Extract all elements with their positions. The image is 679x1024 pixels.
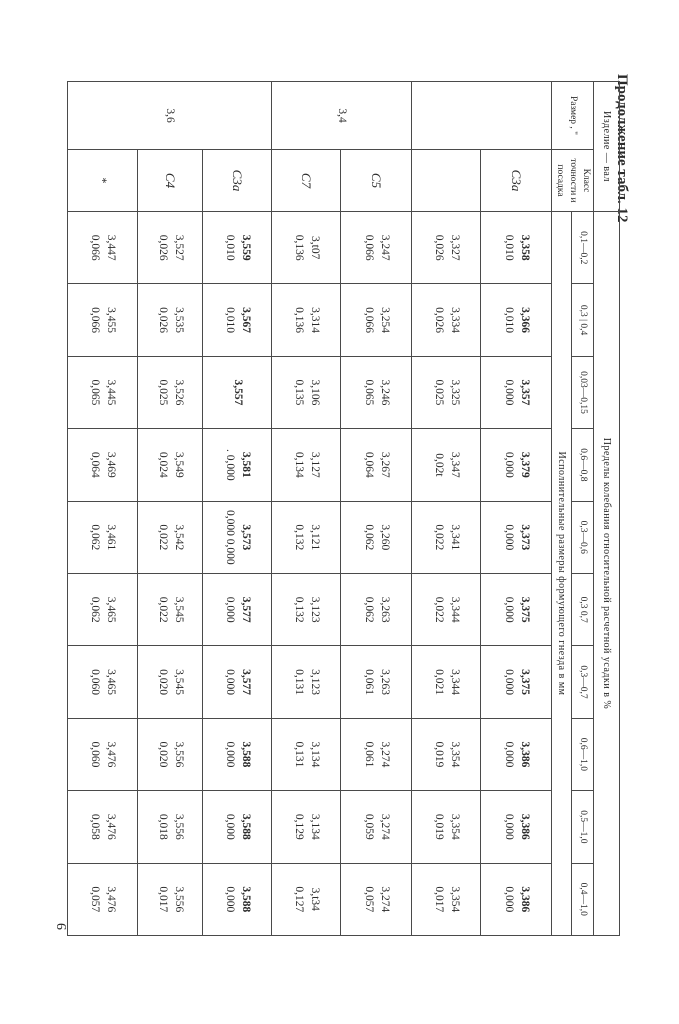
dimension-value: 3,274 — [378, 886, 391, 913]
tolerance-value: 0,017 — [157, 886, 169, 913]
dimension-value: 3,347 — [448, 451, 461, 478]
tolerance-value: 0,136 — [293, 307, 305, 334]
dimension-value: 3,274 — [378, 741, 391, 768]
tolerance-value: 0,022 — [157, 524, 169, 551]
dimension-value: 3,386 — [518, 741, 531, 768]
value-cell — [412, 212, 481, 284]
tolerance-value: 0,061 — [363, 741, 375, 768]
value-cell — [203, 573, 272, 645]
value-cell — [412, 284, 481, 356]
tolerance-value: 0,057 — [363, 886, 375, 913]
table-row — [138, 82, 203, 936]
dimension-value: 3,549 — [172, 451, 185, 478]
tolerance-value: 0,132 — [293, 524, 305, 551]
dimension-value: 3,465 — [105, 669, 118, 695]
value-cell — [481, 356, 552, 428]
dimension-value: 3,577 — [239, 596, 252, 623]
value-cell — [481, 646, 552, 718]
dimension-value: 3,357 — [518, 379, 531, 406]
tolerance-value: 0,010 — [224, 234, 236, 261]
value-cell — [272, 791, 341, 863]
value-cell — [138, 791, 203, 863]
dimension-value: 3,445 — [105, 379, 118, 406]
dimension-value: 3,455 — [105, 307, 118, 334]
value-cell — [341, 791, 412, 863]
dimension-value: 3,274 — [378, 813, 391, 840]
size-cell: 3,6 — [68, 82, 272, 150]
value-cell — [68, 573, 138, 645]
tolerance-value: 0,000 — [224, 596, 236, 623]
dimension-value: 3,246 — [378, 379, 391, 406]
dimension-value: 3,476 — [105, 741, 118, 768]
tolerance-value: 0,024 — [157, 451, 169, 478]
value-cell — [341, 501, 412, 573]
tolerance-value: 0,136 — [293, 234, 305, 261]
class-cell: * — [68, 150, 138, 212]
tolerance-value: 0,022 — [433, 596, 445, 623]
tolerance-value: 0,026 — [157, 234, 169, 261]
value-cell — [481, 284, 552, 356]
value-cell — [203, 718, 272, 790]
value-cell — [341, 429, 412, 501]
tolerance-value: 0,000 0,000 — [224, 509, 236, 565]
dimension-value: 3,314 — [308, 307, 321, 334]
range-0: 0,1—0,2 — [572, 212, 594, 284]
tolerance-value: 0,131 — [293, 741, 305, 768]
tolerance-value: 0,026 — [433, 307, 445, 334]
value-cell — [138, 863, 203, 935]
class-cell: C4 — [138, 150, 203, 212]
dimension-value: 3,588 — [239, 813, 252, 840]
tolerance-value: 0,026 — [433, 234, 445, 261]
dimension-value: 3,341 — [448, 524, 461, 551]
tolerance-value: 0,062 — [89, 596, 102, 623]
dimension-value: 3,325 — [448, 379, 461, 406]
header-size: Размер , " — [552, 82, 594, 150]
dimension-value: 3,476 — [105, 813, 118, 840]
value-cell — [138, 356, 203, 428]
dimension-value: 3,527 — [172, 234, 185, 261]
tolerance-value: 0,065 — [89, 379, 102, 406]
value-cell — [68, 646, 138, 718]
tolerance-value: 0,062 — [363, 524, 375, 551]
tolerance-value: 0,062 — [89, 524, 102, 551]
value-cell — [272, 356, 341, 428]
dimension-value: 3,267 — [378, 451, 391, 478]
dimension-value: 3,461 — [105, 524, 118, 551]
dimension-value: 3,375 — [518, 669, 531, 695]
dimension-value: 3,121 — [308, 524, 321, 551]
value-cell — [138, 573, 203, 645]
value-cell — [412, 718, 481, 790]
tolerance-value: 0,135 — [293, 379, 305, 406]
value-cell — [481, 718, 552, 790]
dimension-value: 3,134 — [308, 741, 321, 768]
tolerance-value: 0,019 — [433, 813, 445, 840]
range-4: 0,3—0,6 — [572, 501, 594, 573]
tolerance-value: 0,061 — [363, 669, 375, 695]
table-row — [68, 82, 138, 936]
value-cell — [138, 429, 203, 501]
value-cell — [272, 573, 341, 645]
tolerance-value: 0,010 — [503, 234, 515, 261]
dimension-value: 3,260 — [378, 524, 391, 551]
dimension-value: 3,379 — [518, 451, 531, 478]
tolerance-value: 0,132 — [293, 596, 305, 623]
dimension-value: 3,465 — [105, 596, 118, 623]
value-cell — [68, 356, 138, 428]
tolerance-value: 0,060 — [89, 669, 102, 695]
dimension-value: 3,476 — [105, 886, 118, 913]
dimension-value: 3,588 — [239, 741, 252, 768]
tolerance-value: 0,021 — [433, 669, 445, 695]
value-cell — [272, 863, 341, 935]
tolerance-value: 0,000 — [503, 451, 515, 478]
tolerance-value: 0,066 — [89, 234, 102, 261]
dimension-value: 3,263 — [378, 669, 391, 695]
dimension-value: 3,375 — [518, 596, 531, 623]
dimension-value: 3,123 — [308, 596, 321, 623]
dimension-value: 3,535 — [172, 307, 185, 334]
tolerance-value: 0,010 — [503, 307, 515, 334]
value-cell — [412, 646, 481, 718]
value-cell — [138, 501, 203, 573]
dimension-value: 3,588 — [239, 886, 252, 913]
dimension-value: 3,t34 — [308, 887, 321, 911]
value-cell — [68, 284, 138, 356]
dimension-value: 3,123 — [308, 669, 321, 695]
range-9: 0,4—1,0 — [572, 863, 594, 935]
value-cell — [272, 429, 341, 501]
data-table — [67, 81, 620, 936]
range-5: 0,3 0,7 — [572, 573, 594, 645]
tolerance-value: 0,025 — [433, 379, 445, 406]
value-cell — [341, 356, 412, 428]
tolerance-value: 0,058 — [89, 813, 102, 840]
value-cell — [138, 646, 203, 718]
table-body — [68, 82, 552, 936]
range-3: 0,6—0,8 — [572, 429, 594, 501]
value-cell — [412, 429, 481, 501]
tolerance-value: 0,000 — [224, 886, 236, 913]
dimension-value: 3,386 — [518, 813, 531, 840]
value-cell — [341, 718, 412, 790]
value-cell — [138, 212, 203, 284]
tolerance-value: 0,020 — [157, 741, 169, 768]
rotated-table-container — [89, 81, 620, 936]
tolerance-value: 0,129 — [293, 813, 305, 840]
dimension-value: 3,344 — [448, 669, 461, 695]
value-cell — [341, 212, 412, 284]
tolerance-value: 0,059 — [363, 813, 375, 840]
tolerance-value: 0,010 — [224, 307, 236, 334]
value-cell — [68, 791, 138, 863]
header-class: Класс точности и посадка — [552, 150, 594, 212]
tolerance-value: 0,064 — [363, 451, 375, 478]
table-row — [272, 82, 341, 936]
tolerance-value: 0,000 — [224, 741, 236, 768]
dimension-value: 3,344 — [448, 596, 461, 623]
tolerance-value: 0,065 — [363, 379, 375, 406]
dimension-value: 3,354 — [448, 813, 461, 840]
value-cell — [203, 791, 272, 863]
dimension-value: 3,358 — [518, 234, 531, 261]
value-cell — [272, 212, 341, 284]
value-cell — [68, 429, 138, 501]
table-caption: Продолжение табл. 12 — [614, 74, 630, 223]
tolerance-value: 0,000 — [503, 886, 515, 913]
dimension-value: 3,542 — [172, 524, 185, 551]
dimension-value: 3,t07 — [308, 236, 321, 260]
value-cell — [203, 212, 272, 284]
tolerance-value: 0,02t — [433, 453, 445, 477]
dimension-value: 3,567 — [239, 307, 252, 334]
size-cell: 3,4 — [272, 82, 412, 150]
dimension-value: 3,254 — [378, 307, 391, 334]
tolerance-value: 0,018 — [157, 813, 169, 840]
tolerance-value: 0,066 — [363, 307, 375, 334]
value-cell — [203, 429, 272, 501]
dimension-value: 3,581 — [239, 451, 252, 478]
dimension-value: 3,556 — [172, 886, 185, 913]
dimension-value: 3,469 — [105, 451, 118, 478]
range-7: 0,6—1,0 — [572, 718, 594, 790]
tolerance-value: 0,064 — [89, 451, 102, 478]
table-row — [341, 82, 412, 936]
value-cell — [68, 212, 138, 284]
value-cell — [272, 646, 341, 718]
value-cell — [272, 284, 341, 356]
tolerance-value: 0,134 — [293, 451, 305, 478]
page-number: 9 — [55, 923, 70, 930]
table-row — [481, 82, 552, 936]
class-cell — [412, 150, 481, 212]
dimension-value: 3,573 — [239, 524, 252, 551]
value-cell — [203, 501, 272, 573]
value-cell — [481, 212, 552, 284]
dimension-value: 3,106 — [308, 379, 321, 406]
value-cell — [68, 501, 138, 573]
value-cell — [272, 718, 341, 790]
value-cell — [203, 646, 272, 718]
tolerance-value: 0,066 — [363, 234, 375, 261]
value-cell — [203, 863, 272, 935]
value-cell — [203, 284, 272, 356]
dimension-value: 3,577 — [239, 669, 252, 695]
size-cell — [412, 82, 552, 150]
table-row — [412, 82, 481, 936]
tolerance-value: 0,022 — [433, 524, 445, 551]
value-cell — [412, 863, 481, 935]
tolerance-value: 0,000 — [503, 669, 515, 695]
range-6: 0,3—0,7 — [572, 646, 594, 718]
dimension-value: 3,526 — [172, 379, 185, 406]
range-8: 0,5—1,0 — [572, 791, 594, 863]
tolerance-value: 0,017 — [433, 886, 445, 913]
tolerance-value: 0,020 — [157, 669, 169, 695]
dimension-value: 3,373 — [518, 524, 531, 551]
value-cell — [412, 356, 481, 428]
dimension-value: 3,447 — [105, 234, 118, 261]
class-cell: C3a — [481, 150, 552, 212]
value-cell — [412, 501, 481, 573]
dimension-value: 3,354 — [448, 741, 461, 768]
dimension-value: 3,134 — [308, 813, 321, 840]
value-cell — [341, 646, 412, 718]
tolerance-value: 0,127 — [293, 886, 305, 913]
class-cell: C7 — [272, 150, 341, 212]
tolerance-value: 0,000 — [224, 669, 236, 695]
range-1: 0,3 | 0,4 — [572, 284, 594, 356]
tolerance-value: 0,060 — [89, 741, 102, 768]
value-cell — [481, 573, 552, 645]
value-cell — [138, 718, 203, 790]
value-cell — [481, 429, 552, 501]
tolerance-value: 0,131 — [293, 669, 305, 695]
value-cell — [481, 791, 552, 863]
tolerance-value: 0,019 — [433, 741, 445, 768]
dimension-value: 3,127 — [308, 451, 321, 478]
dimension-value: 3,545 — [172, 596, 185, 623]
value-cell — [68, 863, 138, 935]
tolerance-value: 0,062 — [363, 596, 375, 623]
tolerance-value: 0,066 — [89, 307, 102, 334]
dimension-value: 3,327 — [448, 234, 461, 261]
dimension-value: 3,557 — [231, 379, 244, 406]
tolerance-value: 0,025 — [157, 379, 169, 406]
tolerance-value: 0,022 — [157, 596, 169, 623]
dimension-value: 3,559 — [239, 234, 252, 261]
value-cell — [481, 501, 552, 573]
dimension-value: 3,366 — [518, 307, 531, 334]
header-product: Изделие — вал — [594, 82, 620, 212]
value-cell — [68, 718, 138, 790]
class-cell: C3a — [203, 150, 272, 212]
dimension-value: 3,263 — [378, 596, 391, 623]
value-cell — [412, 573, 481, 645]
dimension-value: 3,334 — [448, 307, 461, 334]
dimension-value: 3,545 — [172, 669, 185, 695]
value-cell — [481, 863, 552, 935]
tolerance-value: 0,000 — [503, 524, 515, 551]
dimension-value: 3,556 — [172, 741, 185, 768]
header-sub: Исполнительные размеры формующего гнезда в мм — [552, 212, 572, 936]
tolerance-value: 0,026 — [157, 307, 169, 334]
class-cell: C5 — [341, 150, 412, 212]
value-cell — [341, 284, 412, 356]
range-2: 0,03—0,15 — [572, 356, 594, 428]
dimension-value: 3,247 — [378, 234, 391, 261]
dimension-value: 3,556 — [172, 813, 185, 840]
tolerance-value: 0,000 — [503, 741, 515, 768]
tolerance-value: 0,000 — [503, 596, 515, 623]
table-row — [203, 82, 272, 936]
tolerance-value: 0,000 — [503, 813, 515, 840]
dimension-value: 3,354 — [448, 886, 461, 913]
value-cell — [272, 501, 341, 573]
value-cell — [341, 863, 412, 935]
value-cell — [412, 791, 481, 863]
tolerance-value: 0,000 — [503, 379, 515, 406]
tolerance-value: 0,000 — [224, 813, 236, 840]
value-cell — [138, 284, 203, 356]
tolerance-value: . 0,000 — [224, 449, 236, 481]
value-cell — [341, 573, 412, 645]
tolerance-value: 0,057 — [89, 886, 102, 913]
value-cell — [203, 356, 272, 428]
header-limits: Пределы колебания относительной расчетной усадки в % — [594, 212, 620, 936]
dimension-value: 3,386 — [518, 886, 531, 913]
